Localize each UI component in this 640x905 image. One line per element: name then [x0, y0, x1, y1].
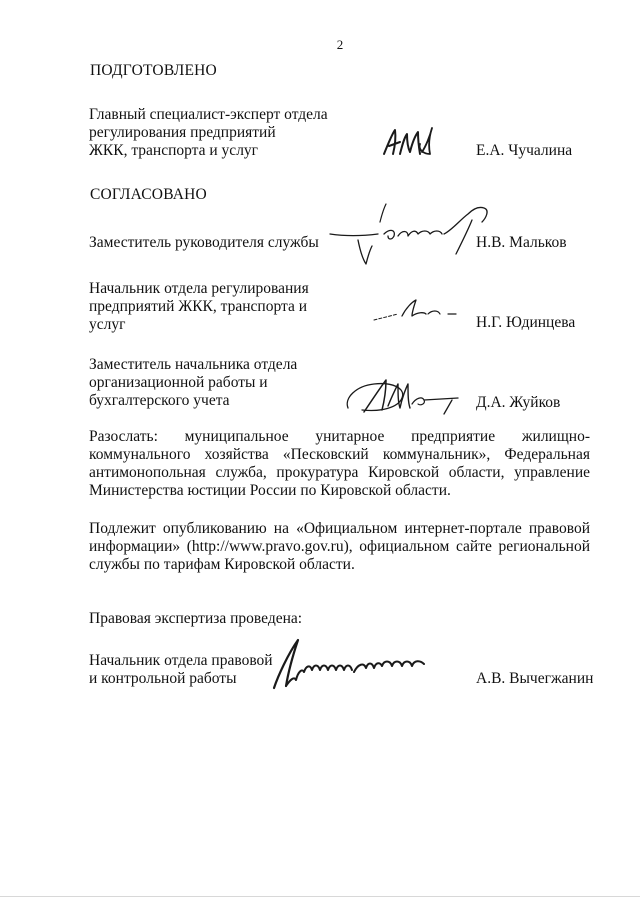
- prepared-signer-name: Е.А. Чучалина: [476, 142, 573, 159]
- approved-heading: СОГЛАСОВАНО: [90, 186, 207, 203]
- signature-chuchalina: [380, 124, 440, 160]
- approved-signer-name: Д.А. Жуйков: [476, 394, 561, 411]
- prepared-heading: ПОДГОТОВЛЕНО: [90, 62, 217, 79]
- publication-paragraph: Подлежит опубликованию на «Официальном интернет-портале правовой информации» (http://www.pravo.gov.ru), официальном сайте региональной службы по тарифам Кировской области.: [89, 520, 590, 573]
- page-bottom-edge: [0, 896, 640, 897]
- prepared-signer-position: [89, 106, 349, 160]
- approved-signer-name: Н.Г. Юдинцева: [476, 314, 576, 331]
- position-line: организационной работы и: [89, 374, 268, 391]
- approved-signer-position: [89, 280, 349, 334]
- signature-vychegzhanin: [268, 636, 448, 692]
- position-line: предприятий ЖКК, транспорта и: [89, 298, 307, 315]
- page-number: 2: [336, 37, 344, 52]
- legal-review-heading: Правовая экспертиза проведена:: [89, 610, 303, 627]
- position-line: бухгалтерского учета: [89, 392, 230, 409]
- position-line: услуг: [89, 316, 126, 333]
- position-line: Начальник отдела правовой: [89, 652, 273, 669]
- position-line: ЖКК, транспорта и услуг: [89, 142, 259, 159]
- signature-malkov: [322, 200, 502, 272]
- approved-signer-position: [89, 234, 349, 252]
- legal-review-name: А.В. Вычегжанин: [476, 670, 594, 687]
- signature-zhuykov: [340, 374, 480, 418]
- distribution-paragraph: Разослать: муниципальное унитарное предприятие жилищно-коммунального хозяйства «Песковский коммунальник», Федеральная антимонопольная служба, прокуратура Кировской области, управление Министерства юстиции России по Кировской области.: [89, 428, 590, 499]
- position-line: Заместитель начальника отдела: [89, 356, 298, 373]
- position-line: Заместитель руководителя службы: [89, 234, 319, 251]
- position-line: Начальник отдела регулирования: [89, 280, 309, 297]
- position-line: и контрольной работы: [89, 670, 237, 687]
- position-line: Главный специалист-эксперт отдела: [89, 106, 328, 123]
- position-line: регулирования предприятий: [89, 124, 276, 141]
- approved-signer-name: Н.В. Мальков: [476, 234, 567, 251]
- approved-signer-position: [89, 356, 349, 410]
- signature-yudintseva: [372, 296, 462, 326]
